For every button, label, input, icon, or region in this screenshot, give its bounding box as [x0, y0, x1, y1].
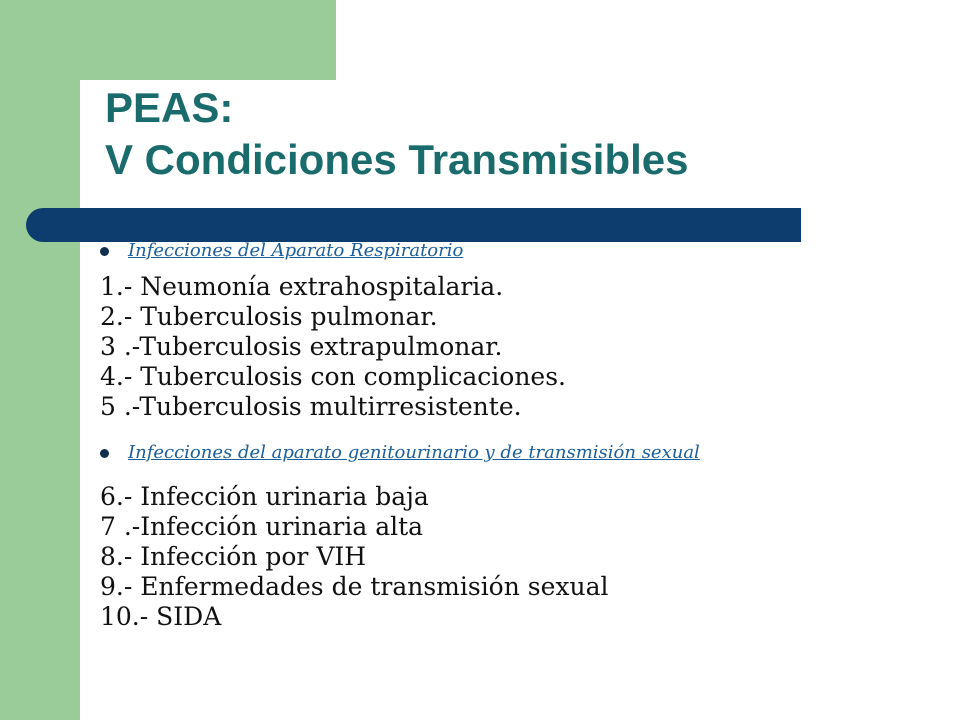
list-item: 9.- Enfermedades de transmisión sexual — [100, 572, 609, 601]
slide-title — [105, 82, 689, 186]
list-item: 4.- Tuberculosis con complicaciones. — [100, 362, 567, 391]
list-item: 7 .-Infección urinaria alta — [100, 512, 424, 541]
genitourinary-conditions-list — [100, 482, 915, 632]
list-item: 5 .-Tuberculosis multirresistente. — [100, 392, 522, 421]
list-item: 8.- Infección por VIH — [100, 542, 367, 571]
section-wrap-genitourinary — [100, 442, 915, 464]
list-item: 1.- Neumonía extrahospitalaria. — [100, 272, 504, 301]
list-item: 3 .-Tuberculosis extrapulmonar. — [100, 332, 503, 361]
genitourinary-infections-link[interactable]: Infecciones del aparato genitourinario y de transmisión sexual — [128, 442, 700, 463]
list-item: 6.- Infección urinaria baja — [100, 482, 429, 511]
slide-title-line2: V Condiciones Transmisibles — [105, 136, 689, 183]
list-item: 10.- SIDA — [100, 602, 222, 631]
slide-title-line1: PEAS: — [105, 84, 234, 131]
respiratory-infections-link[interactable]: Infecciones del Aparato Respiratorio — [128, 240, 464, 261]
slide-content — [100, 240, 915, 632]
respiratory-conditions-list — [100, 272, 915, 422]
decorative-green-sidebar — [0, 0, 80, 720]
section-heading-genitourinary — [100, 442, 915, 464]
section-heading-respiratory — [100, 240, 915, 262]
title-underline-bar — [26, 208, 801, 242]
list-item: 2.- Tuberculosis pulmonar. — [100, 302, 438, 331]
